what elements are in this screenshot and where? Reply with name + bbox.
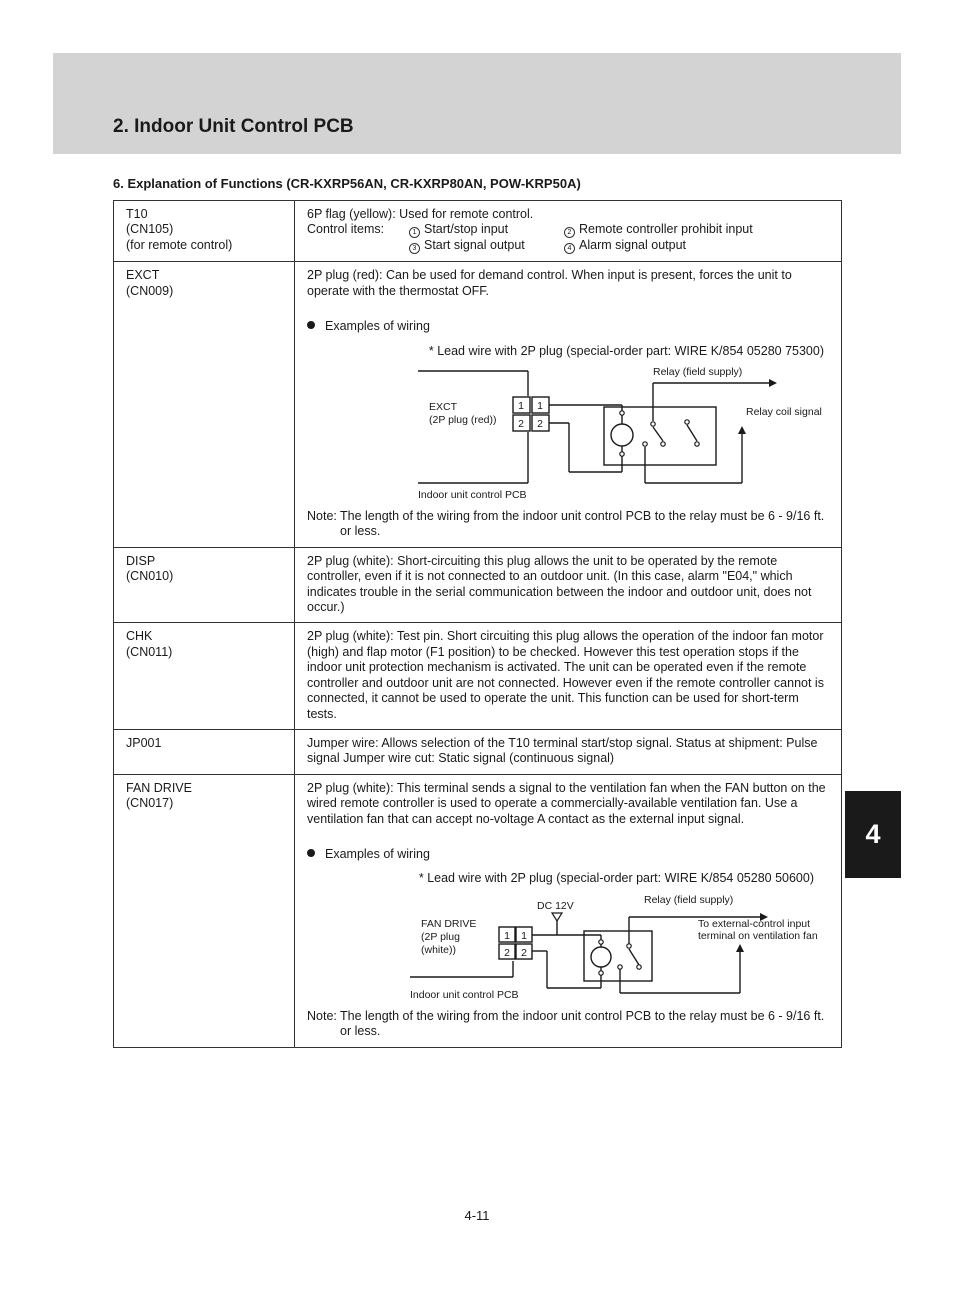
control-items-row [307, 222, 830, 238]
wiring-note [307, 1009, 830, 1040]
relay-label: Relay (field supply) [644, 893, 734, 906]
table-row-chk [114, 623, 842, 729]
terminal-name: JP001 [126, 735, 162, 750]
bullet-text: Examples of wiring [325, 846, 430, 861]
plug-label: (2P plug (red)) [429, 414, 497, 427]
external-input-label: terminal on ventilation fan [698, 929, 818, 942]
terminal-name: DISP [126, 553, 156, 568]
plug-label: FAN DRIVE [421, 917, 477, 930]
pin-label: 1 [504, 929, 510, 942]
functions-table [113, 200, 842, 1048]
pin-label: 1 [521, 929, 527, 942]
description-cell [295, 623, 842, 729]
circled-number: 2 [564, 227, 575, 238]
wiring-example-bullet [307, 847, 830, 862]
header-band [53, 53, 901, 154]
description-text: 2P plug (white): Test pin. Short circuiting this plug allows the operation of the indoor fan motor (high) and flap motor (F1 position) to be checked. However this test operation stops if the indoor unit protection mechanism is activated. The unit can be operated even if the remote controller and outdoor unit are not connected. However even if the remote controller cannot is connected, it cannot be used to operate the unit. This function can be used for short-term tests. [307, 629, 824, 721]
control-item-text: Remote controller prohibit input [579, 222, 753, 237]
control-item [409, 222, 564, 238]
terminal-cell [114, 201, 295, 262]
control-item [564, 222, 753, 238]
pcb-label: Indoor unit control PCB [418, 489, 527, 502]
page-number: 4-11 [464, 1208, 490, 1223]
terminal-cell [114, 729, 295, 774]
circled-number: 3 [409, 243, 420, 254]
terminal-name: FAN DRIVE [126, 780, 192, 795]
fan-drive-wiring-diagram [307, 889, 829, 1001]
terminal-connector: (CN105) [126, 222, 174, 237]
pin-label: 2 [504, 946, 510, 959]
note-text: The length of the wiring from the indoor unit control PCB to the relay must be 6 - 9/16 ft. or less. [340, 1008, 825, 1039]
terminal-cell [114, 262, 295, 547]
description-text: 2P plug (red): Can be used for demand control. When input is present, forces the unit to operate with the thermostat OFF. [307, 268, 792, 298]
table-row-jp001 [114, 729, 842, 774]
description-cell [295, 201, 842, 262]
coil-signal-label: Relay coil signal [746, 406, 822, 419]
dc-voltage-label: DC 12V [537, 899, 574, 912]
terminal-connector: (CN017) [126, 796, 174, 811]
control-item-text: Start signal output [424, 238, 525, 253]
terminal-cell [114, 623, 295, 729]
bullet-dot-icon [307, 321, 315, 329]
note-text: The length of the wiring from the indoor unit control PCB to the relay must be 6 - 9/16 ft. or less. [340, 509, 825, 539]
bullet-text: Examples of wiring [325, 319, 430, 334]
table-row-t10 [114, 201, 842, 262]
description-text: 2P plug (white): Short-circuiting this plug allows the unit to be operated by the remote controller, even if it is not connected to an outdoor unit. (In this case, alarm "E04," which indicates trouble in the serial communication between the indoor and outdoor unit, does not occur.) [307, 553, 812, 615]
terminal-connector: (CN010) [126, 569, 174, 584]
bullet-dot-icon [307, 849, 315, 857]
description-cell [295, 774, 842, 1047]
description-cell [295, 729, 842, 774]
terminal-cell [114, 547, 295, 623]
wiring-example-bullet [307, 319, 830, 334]
control-items-label: Control items: [307, 222, 385, 237]
terminal-note: (for remote control) [126, 237, 233, 252]
pin-label: 1 [518, 400, 524, 413]
pcb-label: Indoor unit control PCB [410, 988, 519, 1001]
terminal-name: T10 [126, 207, 148, 221]
note-label: Note: [307, 509, 337, 524]
terminal-cell [114, 774, 295, 1047]
circled-number: 4 [564, 243, 575, 254]
description-text: Jumper wire: Allows selection of the T10 terminal start/stop signal. Status at shipment: Pulse signal Jumper wire cut: Static signal (continuous signal) [307, 735, 818, 766]
description-text: 2P plug (white): This terminal sends a signal to the ventilation fan when the FAN button on the wired remote controller is used to operate a commercially-available ventilation fan. Use a ventilation fan that can accept no-voltage A contact as the external input signal. [307, 780, 826, 826]
chapter-tab: 4 [845, 791, 901, 878]
note-label: Note: [307, 1008, 337, 1023]
terminal-connector: (CN011) [126, 644, 173, 659]
lead-wire-note: * Lead wire with 2P plug (special-order part: WIRE K/854 05280 75300) [428, 343, 824, 358]
pin-label: 2 [518, 418, 524, 431]
dc-terminal-icon [552, 913, 562, 921]
control-item-text: Start/stop input [424, 222, 509, 237]
terminal-name: CHK [126, 629, 153, 644]
lead-wire-note: * Lead wire with 2P plug (special-order part: WIRE K/854 05280 50600) [418, 871, 814, 886]
plug-label: EXCT [429, 401, 458, 414]
external-input-label: To external-control input [698, 917, 811, 930]
pin-label: 1 [537, 400, 543, 413]
control-item-text: Alarm signal output [579, 238, 687, 253]
control-items-row [307, 238, 830, 254]
description-text: 6P flag (yellow): Used for remote control. [307, 207, 534, 221]
section-title: 6. Explanation of Functions (CR-KXRP56AN, CR-KXRP80AN, POW-KRP50A) [113, 176, 581, 191]
terminal-connector: (CN009) [126, 283, 174, 298]
page-title: 2. Indoor Unit Control PCB [113, 116, 354, 137]
wiring-note [307, 509, 830, 540]
terminal-name: EXCT [126, 268, 160, 283]
plug-label: (2P plug [421, 930, 460, 943]
control-item [409, 238, 564, 254]
relay-label: Relay (field supply) [653, 366, 743, 379]
description-cell [295, 547, 842, 623]
exct-wiring-diagram [307, 361, 829, 501]
table-row-fan-drive [114, 774, 842, 1047]
description-cell [295, 262, 842, 547]
table-row-exct [114, 262, 842, 547]
pin-label: 2 [521, 946, 527, 959]
control-item [564, 238, 686, 254]
table-row-disp [114, 547, 842, 623]
circled-number: 1 [409, 227, 420, 238]
plug-label: (white)) [421, 943, 457, 956]
pin-label: 2 [537, 418, 543, 431]
